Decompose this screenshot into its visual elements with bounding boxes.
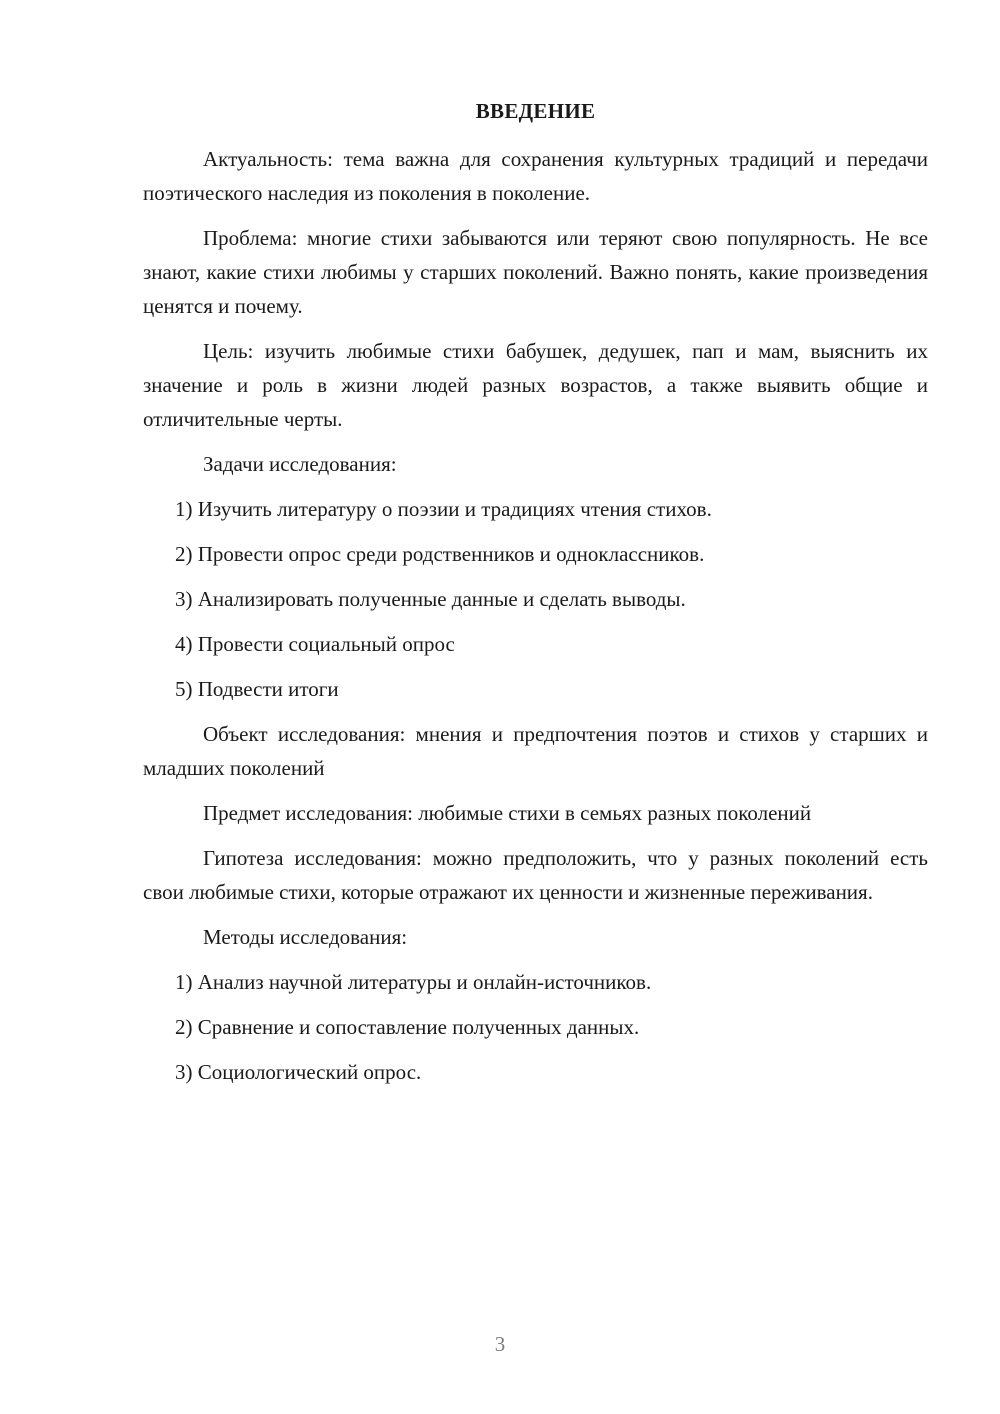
task-item: 4) Провести социальный опрос [175, 632, 455, 656]
methods-list [143, 965, 928, 1089]
hypothesis-paragraph: Гипотеза исследования: можно предположить, что у разных поколений есть свои любимые стихи, которые отражают их ценности и жизненные переживания. [143, 846, 928, 904]
methods-heading: Методы исследования: [203, 925, 408, 949]
goal-paragraph: Цель: изучить любимые стихи бабушек, дедушек, пап и мам, выяснить их значение и роль в жизни людей разных возрастов, а также выявить общие и отличительные черты. [143, 339, 928, 431]
task-item: 5) Подвести итоги [175, 677, 339, 701]
task-item: 2) Провести опрос среди родственников и одноклассников. [175, 542, 705, 566]
relevance-paragraph: Актуальность: тема важна для сохранения культурных традиций и передачи поэтического наследия из поколения в поколение. [143, 147, 928, 205]
method-item: 2) Сравнение и сопоставление полученных данных. [175, 1015, 640, 1039]
section-title: ВВЕДЕНИЕ [475, 99, 596, 123]
subject-paragraph: Предмет исследования: любимые стихи в семьях разных поколений [203, 801, 812, 825]
object-paragraph: Объект исследования: мнения и предпочтения поэтов и стихов у старших и младших поколений [143, 722, 928, 780]
page-number: 3 [494, 1332, 506, 1356]
tasks-list [143, 492, 928, 706]
task-item: 1) Изучить литературу о поэзии и традициях чтения стихов. [175, 497, 712, 521]
method-item: 1) Анализ научной литературы и онлайн-источников. [175, 970, 652, 994]
task-item: 3) Анализировать полученные данные и сделать выводы. [175, 587, 686, 611]
tasks-heading: Задачи исследования: [203, 452, 397, 476]
method-item: 3) Социологический опрос. [175, 1060, 422, 1084]
document-page [143, 94, 928, 1100]
problem-paragraph: Проблема: многие стихи забываются или теряют свою популярность. Не все знают, какие стихи любимы у старших поколений. Важно понять, какие произведения ценятся и почему. [143, 226, 928, 318]
